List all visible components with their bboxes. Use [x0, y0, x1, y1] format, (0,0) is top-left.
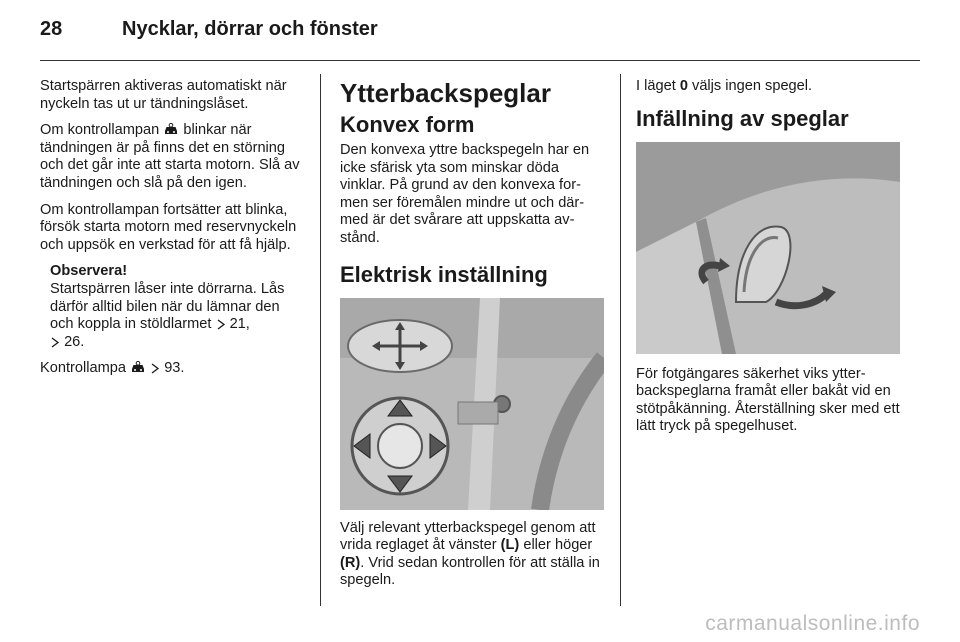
watermark: carmanualsonline.info — [705, 612, 920, 635]
page-ref-link[interactable]: 26. — [64, 333, 85, 350]
paragraph-convex: Den konvexa yttre backspegeln har en icke sfärisk yta som minskar döda vinklar. På grund av den konvexa formen ser föremålen mindre ut och därmed är det svårare att uppskatta avstånd. — [340, 142, 590, 246]
paragraph-warning-lamp-ref: Kontrollampa 93. — [40, 360, 185, 377]
mirror-control-illustration — [340, 298, 604, 510]
arrow-ref-icon — [50, 337, 60, 348]
car-key-icon — [163, 123, 179, 136]
column-divider-2 — [620, 74, 621, 606]
note-title: Observera! — [50, 263, 128, 280]
arrow-ref-icon — [150, 363, 160, 374]
column-immobiliser — [40, 78, 306, 387]
section-title: Infällning av speglar — [636, 105, 849, 131]
paragraph-position-zero: I läget 0 väljs ingen spegel. — [636, 78, 813, 94]
page-header — [40, 18, 920, 58]
paragraph-lamp-flashing: Om kontrollampan blinkar när tändningen är på finns det en störning och det går inte att starta motorn. Slå av tändningen och slå på den igen. — [40, 122, 300, 191]
column-mirror-folding — [636, 78, 902, 445]
paragraph-immobiliser-auto: Startspärren aktiveras automatiskt när nyckeln tas ut ur tändningslåset. — [40, 78, 287, 112]
car-key-icon — [130, 361, 146, 374]
paragraph-fold-safety: För fotgängares säkerhet viks ytterbackspeglarna framåt eller bakåt vid en stötpåkänning. Återställning sker med ett lätt tryck på spegelhuset. — [636, 365, 900, 435]
mirror-fold-illustration — [636, 142, 900, 354]
paragraph-electric-adjust: Välj relevant ytterbackspegel genom att vrida reglaget åt vänster (L) eller höger (R). Vrid sedan kontrollen för att ställa in spegeln. — [340, 519, 600, 589]
section-title: Ytterbackspeglar — [340, 78, 551, 108]
page-number: 28 — [40, 18, 63, 40]
page-ref-link[interactable]: 93. — [164, 360, 185, 377]
column-exterior-mirrors — [340, 78, 604, 599]
note-text: Startspärren låser inte dörrarna. Lås därför alltid bilen när du lämnar den och koppla in stöldlarmet 21, 26. — [50, 280, 285, 350]
arrow-ref-icon — [216, 319, 226, 330]
page-ref-link[interactable]: 21, — [229, 316, 250, 333]
header-rule — [40, 60, 920, 61]
note-box — [50, 263, 306, 351]
chapter-title: Nycklar, dörrar och fönster — [122, 18, 378, 40]
subsection-title: Konvex form — [340, 112, 475, 137]
column-divider-1 — [320, 74, 321, 606]
paragraph-lamp-continues: Om kontrollampan fortsätter att blinka, försök starta motorn med reservnyckeln och uppsök en verkstad för att få hjälp. — [40, 201, 297, 253]
subsection-title: Elektrisk inställning — [340, 261, 548, 287]
